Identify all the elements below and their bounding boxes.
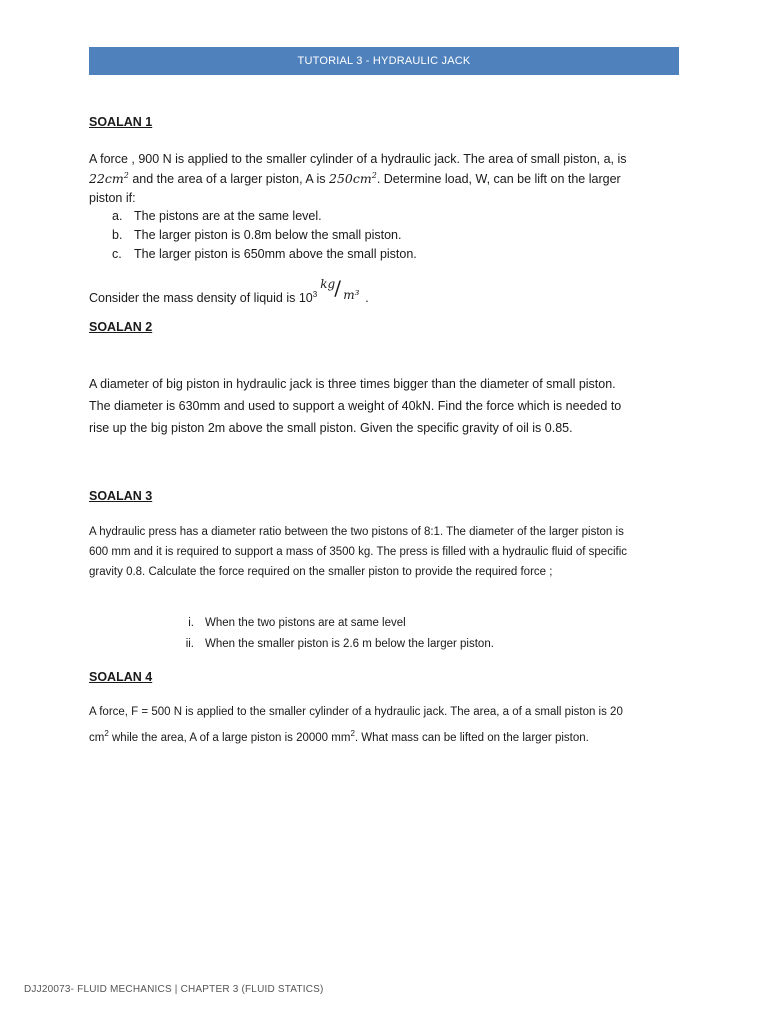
density-unit-den: m³ <box>343 288 360 302</box>
density-unit <box>317 276 365 302</box>
list-text: The larger piston is 650mm above the small piston. <box>134 247 417 261</box>
list-item <box>112 207 417 226</box>
q1-line-1: A force , 900 N is applied to the smaller cylinder of a hydraulic jack. The area of small piston, a, is <box>89 152 627 166</box>
q1-list <box>112 207 417 264</box>
q4-exp: 2 <box>104 729 109 739</box>
list-marker: a. <box>112 209 123 223</box>
q1-line-2-end: . Determine load, W, can be lift on the larger <box>376 172 621 186</box>
tutorial-title: TUTORIAL 3 - HYDRAULIC JACK <box>297 55 471 67</box>
q3-line-1: A hydraulic press has a diameter ratio between the two pistons of 8:1. The diameter of the larger piston is <box>89 526 624 538</box>
q1-text <box>89 150 681 208</box>
q1-heading: SOALAN 1 <box>89 115 153 129</box>
list-text: When the smaller piston is 2.6 m below the larger piston. <box>205 638 494 650</box>
list-marker: c. <box>112 247 122 261</box>
q1-line-3: piston if: <box>89 191 136 205</box>
q1-area-small: 22 <box>89 171 105 186</box>
q4-exp-2: 2 <box>350 729 355 739</box>
q2-line-3: rise up the big piston 2m above the small piston. Given the specific gravity of oil is 0.85. <box>89 421 573 435</box>
density-unit-num: kg <box>320 277 336 291</box>
q4-line-1: A force, F = 500 N is applied to the smaller cylinder of a hydraulic jack. The area, a of a small piston is 20 <box>89 706 623 718</box>
q1-line-2-mid: and the area of a larger piston, A is <box>128 172 329 186</box>
q1-area-large: 250 <box>329 171 353 186</box>
q4-heading: SOALAN 4 <box>89 670 153 684</box>
q4-line-2-start: cm <box>89 732 105 744</box>
q4-line-2 <box>89 725 681 751</box>
q1-density-text: Consider the mass density of liquid is 10 <box>89 291 313 305</box>
q1-density-exp: 3 <box>312 289 318 299</box>
q1-exp: 2 <box>123 170 129 180</box>
q4-text <box>89 699 681 751</box>
list-item <box>172 613 494 634</box>
q2-line-2: The diameter is 630mm and used to support a weight of 40kN. Find the force which is needed to <box>89 399 622 413</box>
list-item <box>112 245 417 264</box>
q1-line-2 <box>89 169 681 189</box>
q3-heading: SOALAN 3 <box>89 489 153 503</box>
q3-line-2: 600 mm and it is required to support a mass of 3500 kg. The press is filled with a hydraulic fluid of specific <box>89 546 627 558</box>
q2-text <box>89 373 681 439</box>
list-item <box>112 226 417 245</box>
q3-text <box>89 522 681 582</box>
list-text: The pistons are at the same level. <box>134 209 322 223</box>
list-item <box>172 634 494 655</box>
list-text: When the two pistons are at same level <box>205 617 406 629</box>
list-marker: b. <box>112 228 123 242</box>
q1-unit-cm: cm <box>104 171 124 186</box>
list-marker: ii. <box>185 638 194 650</box>
density-unit-slash: / <box>334 276 341 300</box>
q1-density-end: . <box>365 291 369 305</box>
q1-density <box>89 276 681 308</box>
q1-exp-2: 2 <box>371 170 377 180</box>
q1-unit-cm-2: cm <box>352 171 372 186</box>
q4-line-2-end: . What mass can be lifted on the larger piston. <box>354 732 589 744</box>
q3-list <box>172 613 494 655</box>
list-marker: i. <box>188 617 194 629</box>
q4-line-2-mid: while the area, A of a large piston is 20000 mm <box>108 732 351 744</box>
tutorial-title-bar <box>89 47 679 75</box>
page-footer: DJJ20073- FLUID MECHANICS | CHAPTER 3 (FLUID STATICS) <box>24 984 324 995</box>
q2-heading: SOALAN 2 <box>89 320 153 334</box>
q2-line-1: A diameter of big piston in hydraulic jack is three times bigger than the diameter of small piston. <box>89 377 616 391</box>
list-text: The larger piston is 0.8m below the small piston. <box>134 228 402 242</box>
q3-line-3: gravity 0.8. Calculate the force required on the smaller piston to provide the required force ; <box>89 566 553 578</box>
